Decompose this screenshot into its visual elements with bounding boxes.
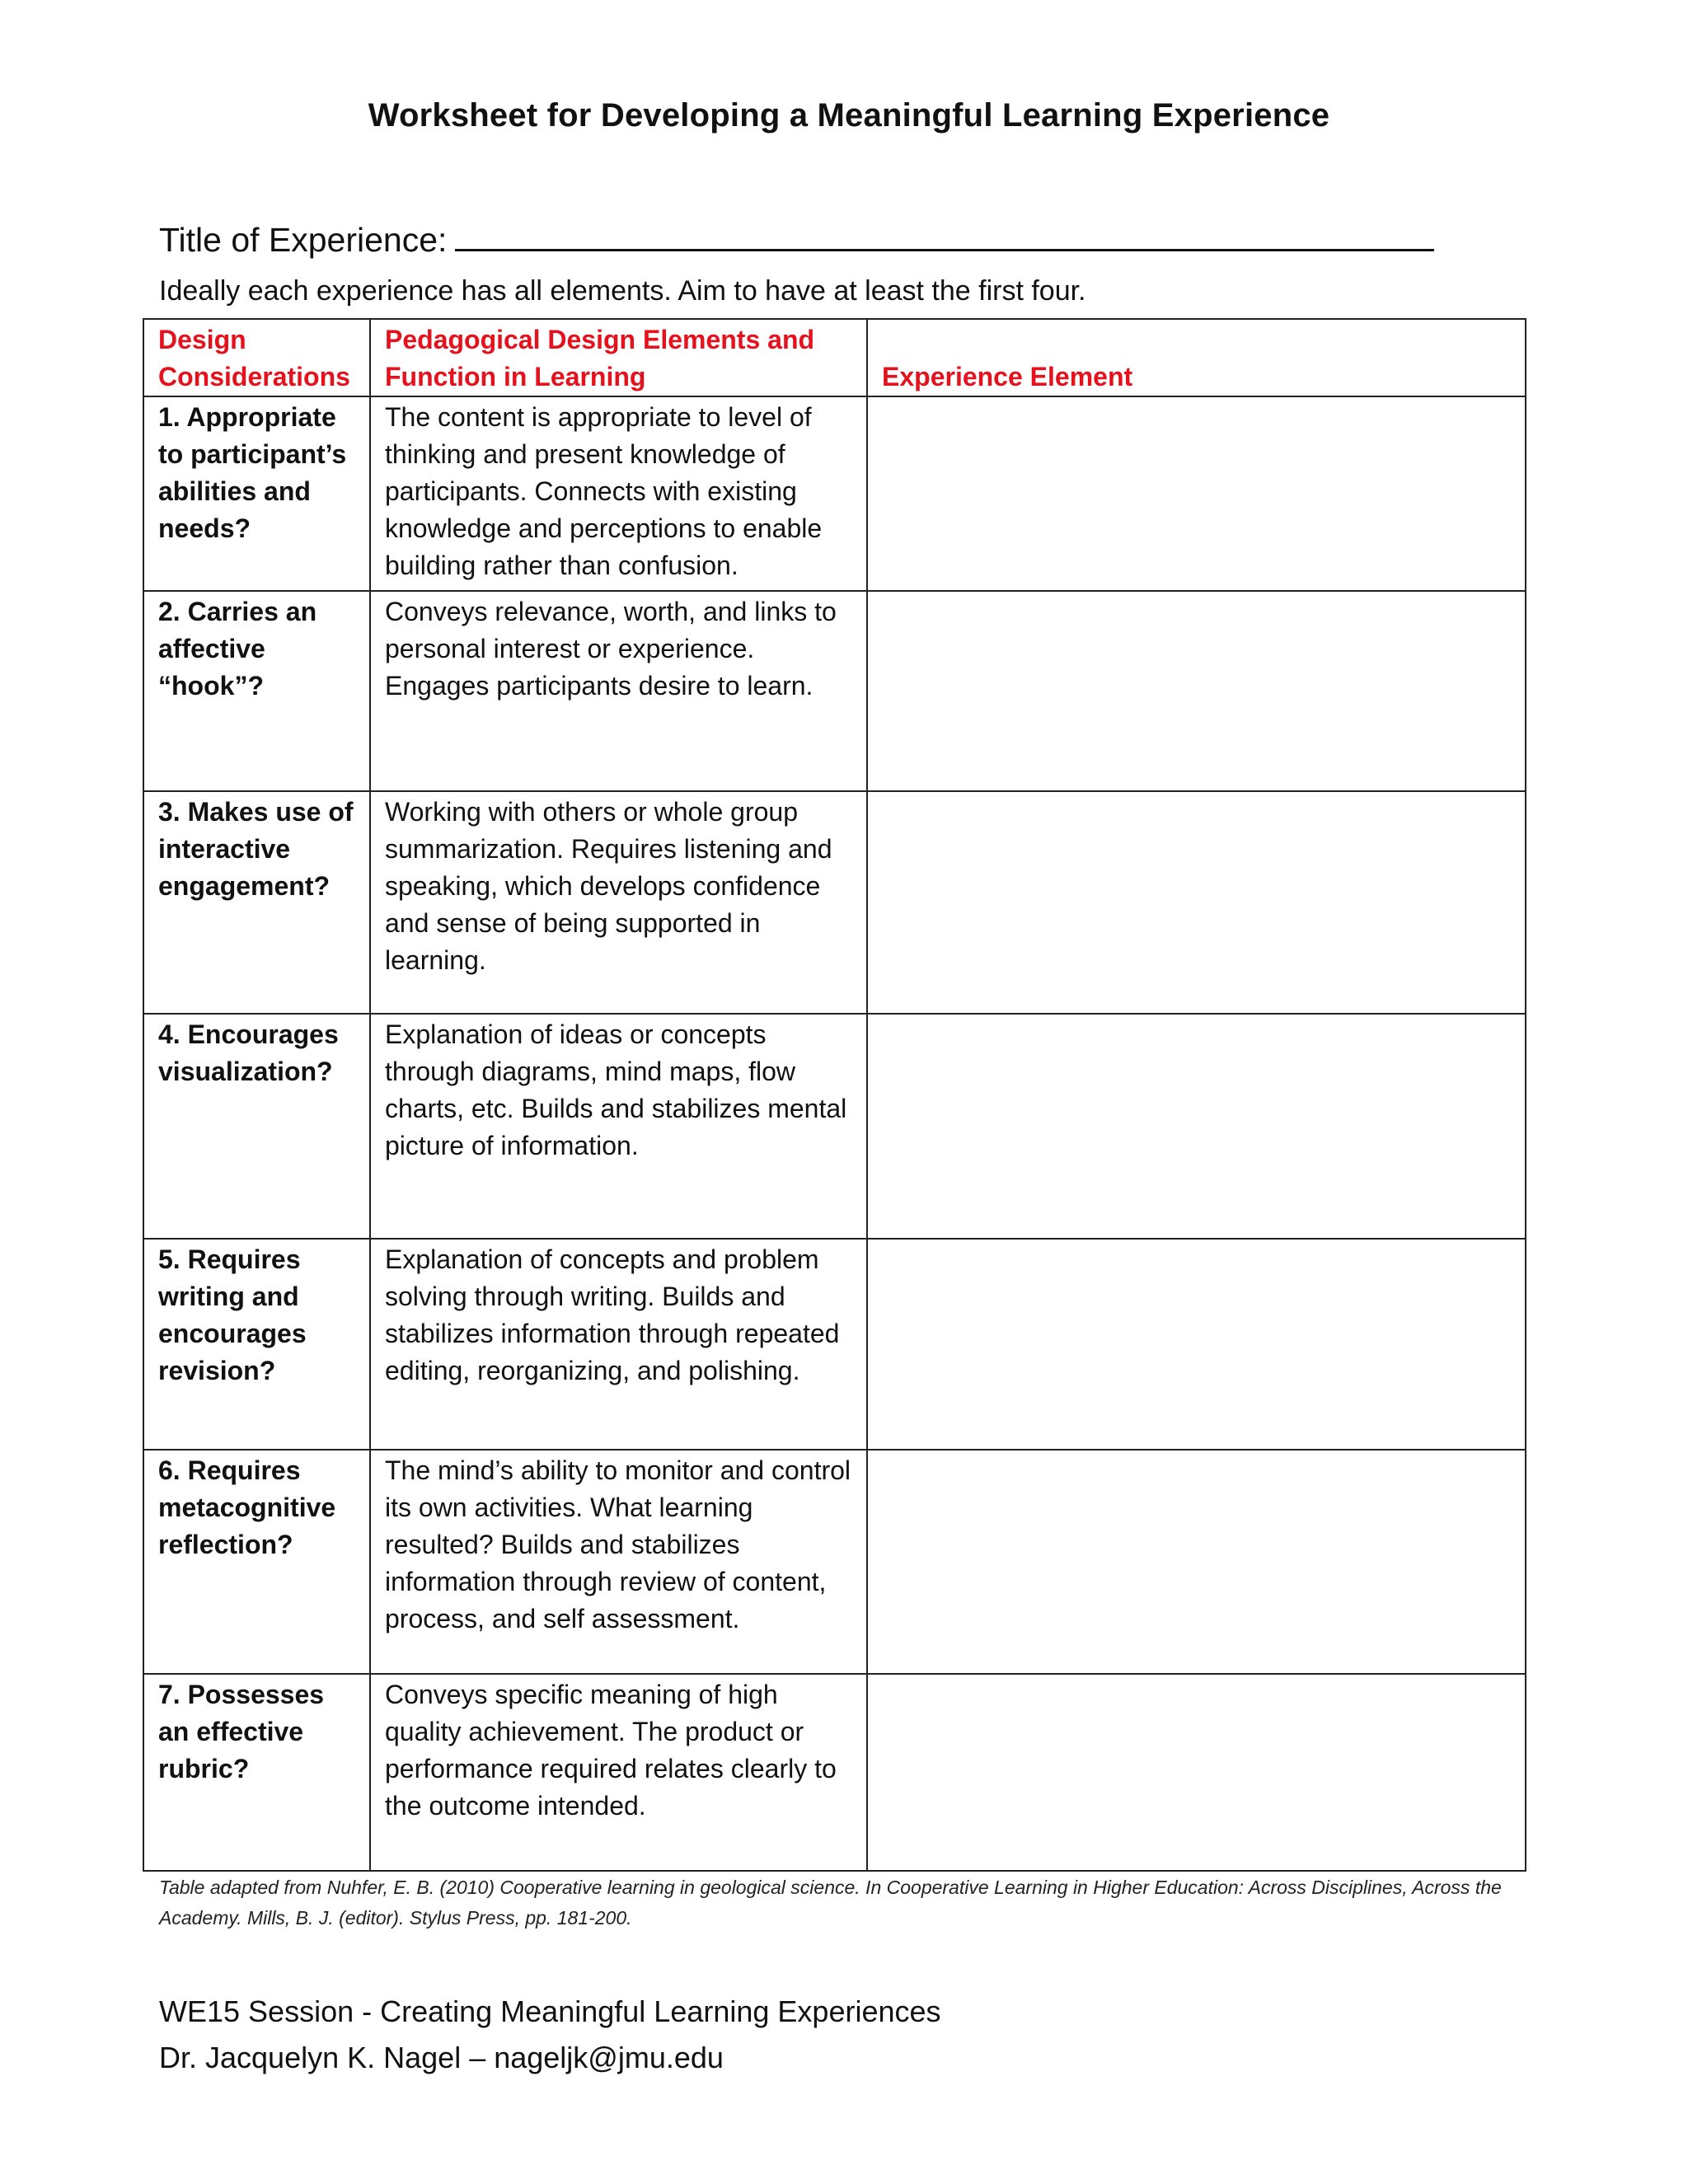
design-element-cell: Conveys relevance, worth, and links to personal interest or experience. Engages participants desire to learn. xyxy=(370,591,867,791)
instruction-text: Ideally each experience has all elements. Aim to have at least the first four. xyxy=(159,275,1086,307)
experience-element-cell[interactable] xyxy=(867,791,1526,1014)
footer-session: WE15 Session - Creating Meaningful Learning Experiences xyxy=(159,1994,941,2028)
title-of-experience-label: Title of Experience: xyxy=(159,221,448,259)
table-row xyxy=(143,1239,1526,1450)
design-consideration-cell: 3. Makes use of interactive engagement? xyxy=(143,791,370,1014)
table-row xyxy=(143,1450,1526,1674)
design-element-cell: The mind’s ability to monitor and control its own activities. What learning resulted? Builds and stabilizes information through review of content, process, and self assessment. xyxy=(370,1450,867,1674)
design-consideration-cell: 5. Requires writing and encourages revision? xyxy=(143,1239,370,1450)
table-citation: Table adapted from Nuhfer, E. B. (2010) Cooperative learning in geological science. In Cooperative Learning in Higher Education: Across Disciplines, Across the Academy. Mills, B. J. (editor). Stylus Press, pp. 181-200. xyxy=(159,1877,1502,1929)
design-element-cell: Conveys specific meaning of high quality achievement. The product or performance required relates clearly to the outcome intended. xyxy=(370,1674,867,1871)
design-consideration-cell: 2. Carries an affective “hook”? xyxy=(143,591,370,791)
experience-element-cell[interactable] xyxy=(867,591,1526,791)
table-row xyxy=(143,591,1526,791)
design-element-cell: Working with others or whole group summarization. Requires listening and speaking, which develops confidence and sense of being supported in learning. xyxy=(370,791,867,1014)
design-consideration-cell: 1. Appropriate to participant’s abilities and needs? xyxy=(143,396,370,591)
design-element-cell: Explanation of concepts and problem solving through writing. Builds and stabilizes information through repeated editing, reorganizing, and polishing. xyxy=(370,1239,867,1450)
page-title: Worksheet for Developing a Meaningful Learning Experience xyxy=(368,97,1330,134)
design-consideration-cell: 4. Encourages visualization? xyxy=(143,1014,370,1239)
table-row xyxy=(143,1674,1526,1871)
design-consideration-cell: 7. Possesses an effective rubric? xyxy=(143,1674,370,1871)
title-of-experience-blank[interactable] xyxy=(455,219,1434,251)
design-consideration-cell: 6. Requires metacognitive reflection? xyxy=(143,1450,370,1674)
design-worksheet-table xyxy=(143,318,1526,1872)
design-element-cell: Explanation of ideas or concepts through diagrams, mind maps, flow charts, etc. Builds and stabilizes mental picture of information. xyxy=(370,1014,867,1239)
table-header-row xyxy=(143,319,1526,396)
experience-element-cell[interactable] xyxy=(867,1014,1526,1239)
title-of-experience-field xyxy=(159,219,1434,260)
table-row xyxy=(143,1014,1526,1239)
experience-element-cell[interactable] xyxy=(867,1239,1526,1450)
header-pedagogical-design-elements: Pedagogical Design Elements and Function in Learning xyxy=(370,319,867,396)
design-element-cell: The content is appropriate to level of thinking and present knowledge of participants. Connects with existing knowledge and perceptions to enable building rather than confusion. xyxy=(370,396,867,591)
header-experience-element: Experience Element xyxy=(867,319,1526,396)
header-design-considerations: Design Considerations xyxy=(143,319,370,396)
experience-element-cell[interactable] xyxy=(867,396,1526,591)
experience-element-cell[interactable] xyxy=(867,1674,1526,1871)
experience-element-cell[interactable] xyxy=(867,1450,1526,1674)
table-row xyxy=(143,791,1526,1014)
footer-author-contact: Dr. Jacquelyn K. Nagel – nageljk@jmu.edu xyxy=(159,2041,724,2074)
table-row xyxy=(143,396,1526,591)
